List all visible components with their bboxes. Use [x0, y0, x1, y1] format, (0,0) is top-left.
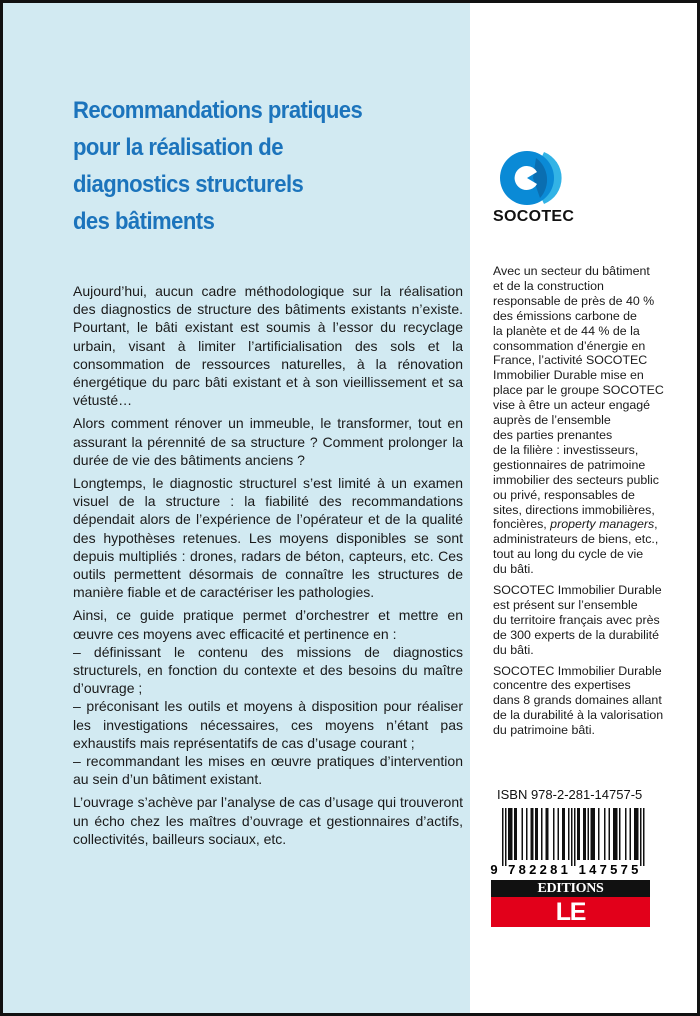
- barcode-bar: [526, 808, 528, 860]
- barcode-digit: 5: [631, 862, 639, 877]
- barcode-bar: [531, 808, 533, 860]
- barcode-bar: [558, 808, 560, 860]
- paragraph: [493, 264, 698, 577]
- barcode-digit: 7: [599, 862, 607, 877]
- barcode: [490, 806, 650, 878]
- barcode-digit: 7: [508, 862, 516, 877]
- text-line: France, l’activité SOCOTEC: [493, 353, 648, 368]
- barcode-digit: 9: [490, 862, 498, 877]
- title-line: pour la réalisation de: [73, 134, 283, 161]
- barcode-bar: [585, 808, 587, 860]
- logo-le-moniteur: LE MONITEUR: [491, 897, 650, 927]
- barcode-bar: [546, 808, 548, 860]
- barcode-bar: [562, 808, 564, 860]
- barcode-bar: [636, 808, 638, 860]
- barcode-bar: [537, 808, 539, 860]
- publisher-info: [493, 264, 698, 744]
- text-line: SOCOTEC Immobilier Durable: [493, 583, 662, 598]
- barcode-bar: [625, 808, 627, 860]
- barcode-bar: [510, 808, 512, 860]
- text-line: du territoire français avec près: [493, 612, 660, 627]
- text-line: immobilier des secteurs public: [493, 472, 659, 487]
- barcode-bar: [502, 808, 504, 866]
- text-line: sites, directions immobilières,: [493, 502, 655, 517]
- barcode-bar: [637, 808, 639, 860]
- barcode-digit: 2: [529, 862, 537, 877]
- barcode-bar: [541, 808, 543, 860]
- text-line: SOCOTEC Immobilier Durable: [493, 663, 662, 678]
- barcode-bar: [630, 808, 632, 860]
- bullet: – préconisant les outils et moyens à disposition pour réaliser les investigations nécessaires, ces moyens n’étant pas exhaustifs mais représentatifs de cas d’usage courant ;: [73, 698, 463, 751]
- barcode-bar: [553, 808, 555, 860]
- barcode-bar: [511, 808, 513, 860]
- barcode-digit: 8: [550, 862, 558, 877]
- paragraph: L’ouvrage s’achève par l’analyse de cas d’usage qui trouveront un écho chez les maîtres d’ouvrage et gestionnaires d’actifs, collectivités, bailleurs sociaux, etc.: [73, 794, 463, 847]
- text-line: du patrimoine bâti.: [493, 723, 595, 738]
- title-line: diagnostics structurels: [73, 171, 304, 198]
- barcode-digit: 4: [589, 862, 597, 877]
- barcode-digit: 7: [620, 862, 628, 877]
- bullet: – recommandant les mises en œuvre pratiques d’intervention au sein d’un bâtiment existant.: [73, 753, 463, 788]
- text-line: la planète et de 44 % de la: [493, 323, 640, 338]
- barcode-bar: [604, 808, 606, 860]
- barcode-bar: [574, 808, 576, 866]
- barcode-bar: [522, 808, 524, 860]
- text-line: consommation d’énergie en: [493, 338, 646, 353]
- description: [73, 282, 463, 853]
- paragraph: [493, 664, 698, 739]
- text-line: gestionnaires de patrimoine: [493, 457, 646, 472]
- text-line: et de la construction: [493, 278, 604, 293]
- barcode-bar: [508, 808, 510, 860]
- isbn: ISBN 978-2-281-14757-5: [497, 787, 643, 802]
- barcode-bar: [568, 808, 570, 860]
- barcode-digit: 8: [518, 862, 526, 877]
- barcode-bar: [505, 808, 507, 866]
- barcode-bar: [616, 808, 618, 860]
- text-line: tout au long du cycle de vie: [493, 547, 644, 562]
- paragraph: [493, 583, 698, 658]
- text-line: de 300 experts de la durabilité: [493, 627, 660, 642]
- book-title: [73, 92, 432, 240]
- paragraph: Ainsi, ce guide pratique permet d’orchestrer et mettre en œuvre ces moyens avec efficacité et pertinence en :: [73, 607, 463, 642]
- text-line: des parties prenantes: [493, 427, 613, 442]
- text-line: de la filière : investisseurs,: [493, 442, 639, 457]
- barcode-bar: [564, 808, 566, 860]
- barcode-bar: [591, 808, 593, 860]
- barcode-digit: 2: [539, 862, 547, 877]
- barcode-bar: [615, 808, 617, 860]
- text-line: vise à être un acteur engagé: [493, 398, 651, 413]
- socotec-wordmark: SOCOTEC: [493, 208, 575, 225]
- barcode-bar: [547, 808, 549, 860]
- text-line: est présent sur l’ensemble: [493, 597, 638, 612]
- barcode-bar: [577, 808, 579, 860]
- text-line: administrateurs de biens, etc.,: [493, 532, 659, 547]
- bullet: – définissant le contenu des missions de diagnostics structurels, en fonction du contexte et des besoins du maître d’ouvrage ;: [73, 643, 463, 697]
- barcode-bar: [594, 808, 596, 860]
- title-line: Recommandations pratiques: [73, 97, 363, 124]
- text-line: Immobilier Durable mise en: [493, 368, 644, 383]
- paragraph: Aujourd’hui, aucun cadre méthodologique sur la réalisation des diagnostics de structure des bâtiments existants n’existe. Pourtant, le bâti existant est soumis à l’essor du recyclage urbain, visant à limiter l’artificialisation des sols et la consommation de ressources naturelles, à la rénovation énergétique du parc bâti existant et à son vieillissement et sa vétusté…: [73, 283, 463, 409]
- text-line: Avec un secteur du bâtiment: [493, 264, 650, 278]
- barcode-bar: [592, 808, 594, 860]
- barcode-bar: [583, 808, 585, 860]
- barcode-bar: [514, 808, 516, 860]
- barcode-digit: 1: [560, 862, 568, 877]
- paragraph: Alors comment rénover un immeuble, le transformer, tout en assurant la pérennité de sa structure ? Comment prolonger la durée de vie des bâtiments anciens ?: [73, 415, 463, 468]
- text-line: auprès de l’ensemble: [493, 413, 611, 428]
- title-line: des bâtiments: [73, 208, 215, 235]
- barcode-bar: [532, 808, 534, 860]
- barcode-bar: [619, 808, 621, 860]
- socotec-logo-icon: [500, 148, 570, 208]
- barcode-bar: [613, 808, 615, 860]
- logo-editions: EDITIONS: [491, 880, 650, 897]
- text-line: des émissions carbone de: [493, 308, 637, 323]
- text-line: concentre des expertises: [493, 678, 631, 693]
- text-line: du bâti.: [493, 562, 534, 577]
- text-line: dans 8 grands domaines allant: [493, 693, 662, 708]
- barcode-digit: 1: [578, 862, 586, 877]
- barcode-bar: [535, 808, 537, 860]
- text-line: foncières, property managers,: [493, 517, 658, 532]
- barcode-digit: 5: [610, 862, 618, 877]
- barcode-bar: [634, 808, 636, 860]
- text-line: responsable de près de 40 %: [493, 293, 655, 308]
- barcode-bar: [579, 808, 581, 860]
- barcode-bar: [643, 808, 645, 866]
- barcode-bar: [588, 808, 590, 860]
- editions-le-moniteur-logo: [491, 880, 650, 956]
- text-line: place par le groupe SOCOTEC: [493, 383, 664, 398]
- barcode-bar: [598, 808, 600, 860]
- text-line: ou privé, responsables de: [493, 487, 635, 502]
- barcode-bar: [640, 808, 642, 866]
- barcode-bar: [571, 808, 573, 866]
- text-line: du bâti.: [493, 642, 534, 657]
- text-line: de la durabilité à la valorisation: [493, 708, 664, 723]
- barcode-bar: [609, 808, 611, 860]
- barcode-bar: [516, 808, 518, 860]
- paragraph: Longtemps, le diagnostic structurel s’est limité à un examen visuel de la structure : la fiabilité des recommandations dépendait alors de l’expérience de l’opérateur et de la qualité des hypothèses retenues. Les moyens disponibles se sont depuis multipliés : drones, radars de béton, capteurs, etc. Ces outils permettent désormais de connaître les structures de manière fiable et de caractériser les pathologies.: [73, 475, 463, 601]
